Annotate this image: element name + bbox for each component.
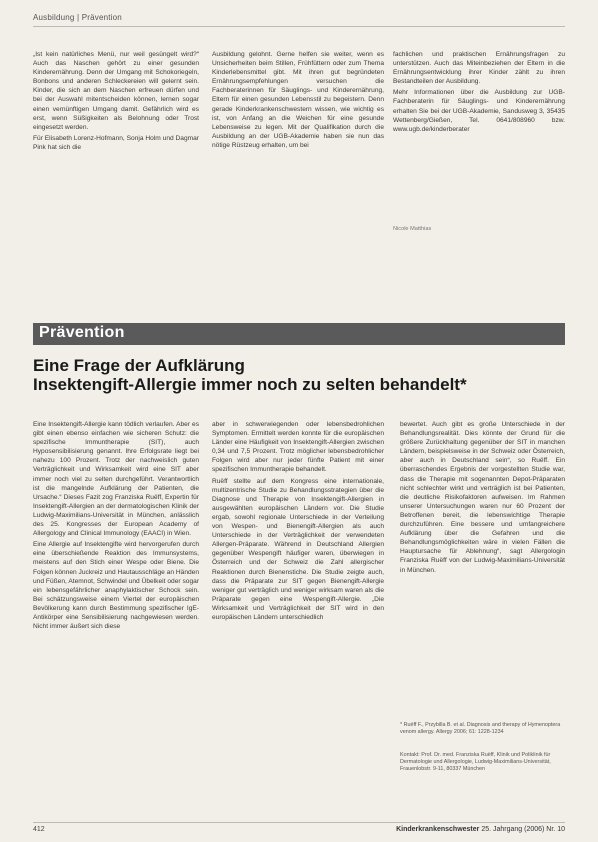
article-title-line-1: Eine Frage der Aufklärung [33, 356, 245, 375]
top-col2-paragraph: Ausbildung gelohnt. Gerne helfen sie weiter, wenn es Unsicherheiten beim Stillen, Frühfüttern oder zum Thema Kinderlebensmittel gibt. Mit ihren gut begründeten Ernährungsempfehlungen versuchen die Fachberaterinnen für Säuglings- und Kinderernährung, Eltern für einen gesunden Lebensstil zu begeistern. Denn gerade Kinderkrankenschwestern wissen, wie wichtig es ist, von Anfang an die Weichen für eine gesunde Lebensweise zu legen. Mit der Qualifikation durch die Ausbildung an der UGB-Akademie haben sie nun das nötige Rüstzeug erhalten, um bei [212, 51, 384, 149]
article-title [33, 356, 565, 394]
body-col1-paragraph-2: Eine Allergie auf Insektengifte wird hervorgerufen durch eine überschießende Reaktion des Immunsystems, meistens auf den Stich einer Wespe oder Biene. Die Folgen können Juckreiz und Hautausschläge an Händen und Füßen, Atemnot, Schwindel und Übelkeit oder sogar ein lebensgefährlicher anaphylaktischer Schock sein. Bei schätzungsweise einem Viertel der europäischen Bevölkerung kann durch Bestimmung spezifischer IgE-Antikörper eine Sensibilisierung nachgewiesen werden. Nicht immer äußert sich diese [33, 541, 199, 631]
article-title-line-2: Insektengift-Allergie immer noch zu selten behandelt* [33, 375, 467, 394]
body-column-1 [33, 420, 199, 633]
top-col1-paragraph-1: „Ist kein natürliches Menü, nur weil gesüngelt wird?“ Auch das Naschen gehört zu einer gesunden Kinderernährung. Denn der Umgang mit Schokoriegeln, Bonbons und anderen Schleckereien will gelernt sein. Kinder, die sich an dem Naschen erfreuen dürfen und bei der Auswahl mitentscheiden können, lernen sogar einen vernünftigen Umgang damit. Gefährlich wird es erst, wenn Süßigkeiten als Belohnung oder Trost eingesetzt werden. [33, 51, 199, 131]
top-column-2 [212, 50, 384, 152]
journal-issue: 25. Jahrgang (2006) Nr. 10 [479, 826, 565, 833]
footnote: * Ruëff F., Przybilla B. et al. Diagnosis and therapy of Hymenoptera venom allergy. Allergy 2006; 61: 1228-1234 [400, 722, 561, 735]
contact-address: Kontakt: Prof. Dr. med. Franziska Ruëff, Klinik und Poliklinik für Dermatologie und Allergologie, Ludwig-Maximilians-Universität, Frauenlobstr. 9-11, 80337 München [400, 752, 551, 772]
running-head: Ausbildung | Prävention [33, 13, 122, 22]
author-credit: Nicole Matthias [393, 226, 432, 232]
journal-name: Kinderkrankenschwester [396, 826, 480, 833]
body-col2-paragraph-2: Ruëff stellte auf dem Kongress eine internationale, multizentrische Studie zu Behandlungsstrategien über die Diagnose und Therapie von Insektengift-Allergien in ausgewählten europäischen Ländern vor. Die Studie ergab, sowohl regionale Unterschiede in der Verteilung von Wespen- und Bienengift-Allergien als auch Unterschiede in der Verträglichkeit der verwendeten Allergen-Präparate. Während in Deutschland Allergien gegenüber Wespengift häufiger waren, überwiegen in Österreich und der Schweiz die Zahl allergischer Reaktionen durch Bienenstiche. Die Studie zeigte auch, dass die Präparate zur SIT gegen Bienengift-Allergie weniger gut verträglich und weniger wirksam waren als die Präparate gegen eine Wespengift-Allergie. „Die Wirksamkeit und Verträglichkeit der SIT wird in den europäischen Ländern unterschiedlich [212, 477, 384, 621]
footer-rule [33, 822, 565, 823]
body-col3-paragraph: bewertet. Auch gibt es große Unterschiede in der Behandlungsrealität. Dies könnte der Grund für die größere Zurückhaltung gegenüber der SIT in manchen Ländern, beispielsweise in der Schweiz oder Österreich, aber auch in Deutschland sein“, so Ruëff. Ein überraschendes Ergebnis der vorgestellten Studie war, dass die Therapie mit sogenannten Depot-Präparaten nicht schlechter wirkt und verträglich ist bei Patienten, die deutliche Risikofaktoren aufweisen. Im Rahmen unserer Untersuchungen waren nur 60 Prozent der Betroffenen bereit, die lebenswichtige Therapie durchzuführen. Eine bessere und umfangreichere Aufklärung über die Gefahren und die Behandlungsmöglichkeiten wäre in vielen Fällen die Hauptursache für Ablehnung“, sagt Allergologin Franziska Ruëff von der Ludwig-Maximilians-Universität in München. [400, 421, 565, 574]
section-banner [33, 323, 565, 345]
section-banner-label: Prävention [39, 324, 125, 341]
top-col3-paragraph-1: fachlichen und praktischen Ernährungsfragen zu unterstützen. Auch das Miteinbeziehen der Eltern in die Ernährungsentwicklung ihrer Kinder zählt zu ihren Bestandteilen der Ausbildung. [393, 51, 565, 86]
page-number: 412 [33, 826, 45, 833]
journal-citation [390, 826, 565, 833]
top-column-3 [393, 50, 565, 136]
body-col1-paragraph-1: Eine Insektengift-Allergie kann tödlich verlaufen. Aber es gibt einen ebenso einfachen wie sicheren Schutz: die spezifische Immuntherapie (SIT), auch Hyposensibilisierung genannt. Ihre Erfolgsrate liegt bei nahezu 100 Prozent. Trotz der nachweislich guten Verträglichkeit und Wirksamkeit wird eine SIT aber immer noch viel zu selten durchgeführt. Verantwortlich ist die mangelnde Aufklärung der Patienten, die Ursache.“ Dieses Fazit zog Franziska Ruëff, Expertin für Insektengift-Allergien an der dermatologischen Klinik der Ludwig-Maximilians-Universität in München, anlässlich des 25. Kongresses der European Academy of Allergology and Clinical Immunology (EAACI) in Wien. [33, 421, 199, 538]
body-col2-paragraph-1: aber in schwerwiegenden oder lebensbedrohlichen Symptomen. Ermittelt werden konnte für die europäischen Länder eine Häufigkeit von Insektengift-Allergien zwischen 0,34 und 7,5 Prozent. Trotz möglicher lebensbedrohlicher Folgen wird aber nur jeder fünfte Patient mit einer spezifischen Immuntherapie behandelt. [212, 421, 384, 474]
header-rule [33, 26, 565, 27]
top-column-1 [33, 50, 199, 154]
top-col3-paragraph-2: Mehr Informationen über die Ausbildung zur UGB-Fachberaterin für Säuglings- und Kinderernährung erhalten Sie bei der UGB-Akademie, Sandusweg 3, 35435 Wettenberg/Gießen, Tel. 0641/808960 bzw. www.ugb.de/kinderberater [393, 89, 565, 133]
top-col1-paragraph-2: Für Elisabeth Lorenz-Hofmann, Sonja Holm und Dagmar Pink hat sich die [33, 134, 199, 151]
body-column-2 [212, 420, 384, 624]
body-column-3 [400, 420, 565, 577]
